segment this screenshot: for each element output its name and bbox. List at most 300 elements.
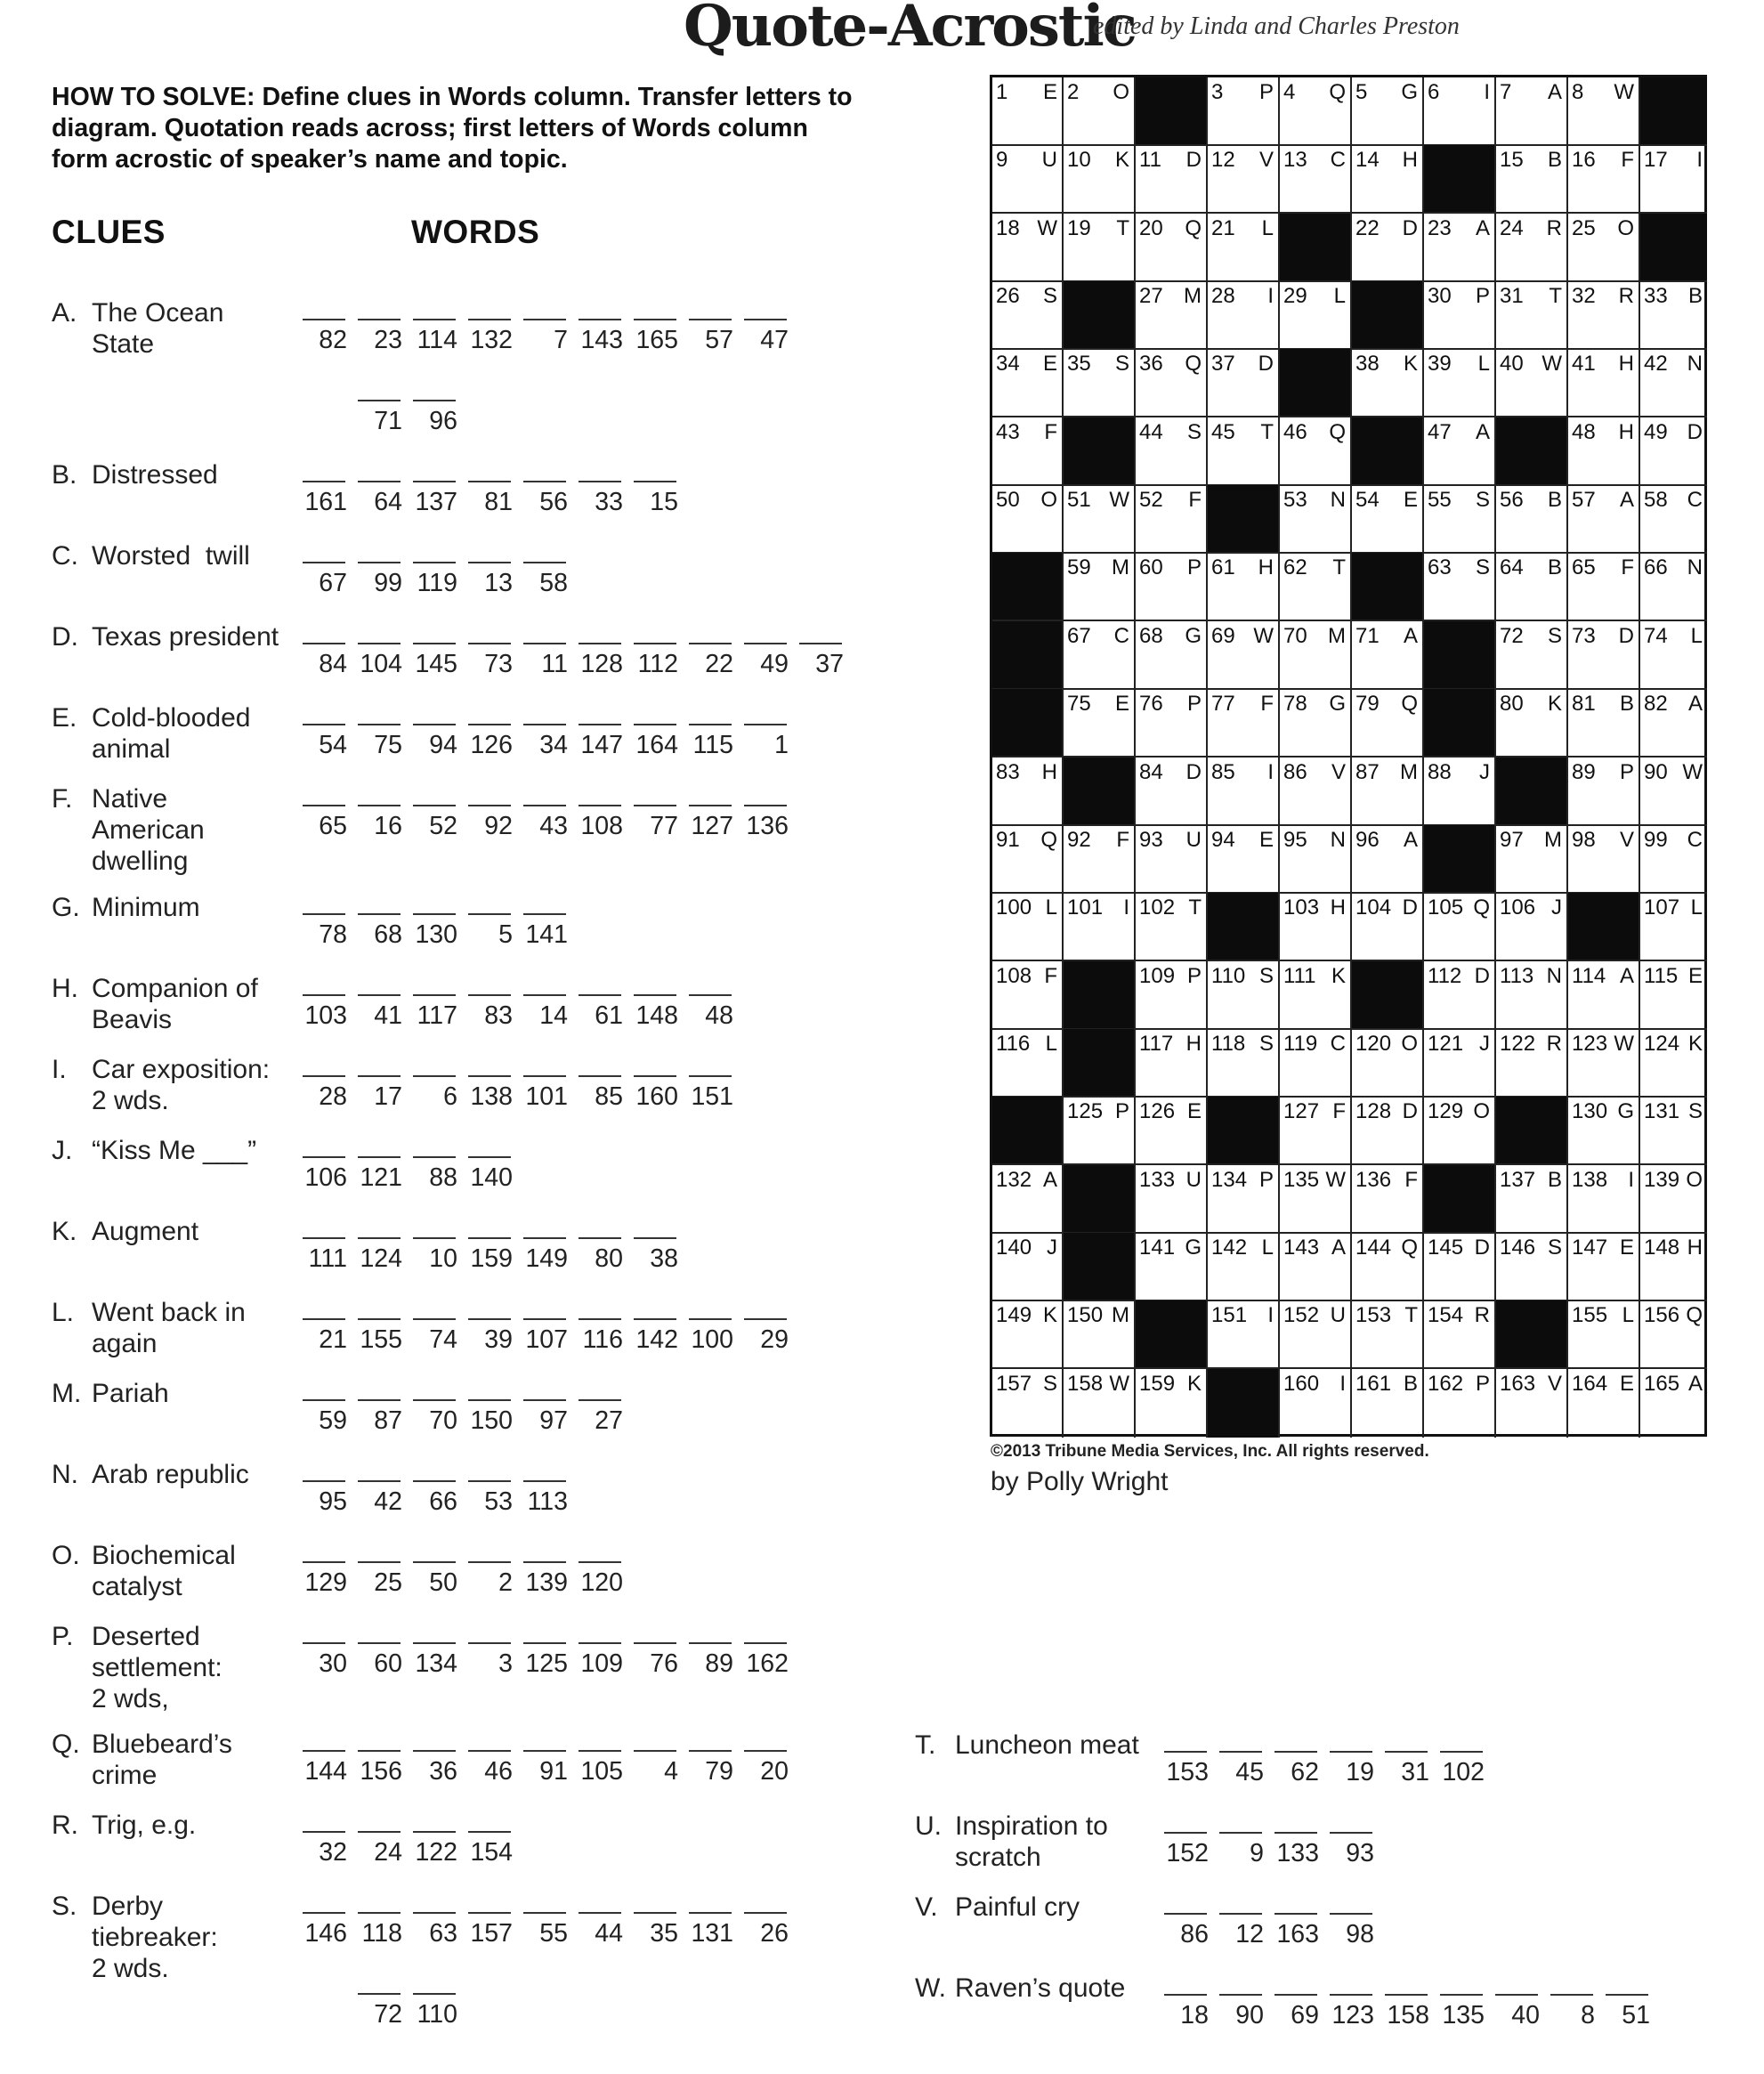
grid-cell[interactable] xyxy=(1424,417,1496,486)
answer-slot[interactable] xyxy=(356,1919,402,1948)
grid-cell[interactable] xyxy=(1496,553,1568,621)
grid-cell[interactable] xyxy=(1064,553,1136,621)
answer-slot[interactable] xyxy=(522,920,568,950)
answer-slot[interactable] xyxy=(687,650,733,679)
grid-cell[interactable] xyxy=(1208,417,1280,486)
answer-slot[interactable] xyxy=(522,569,568,598)
answer-slot[interactable] xyxy=(1273,1758,1319,1787)
answer-slot[interactable] xyxy=(742,1919,789,1948)
grid-cell[interactable] xyxy=(1064,485,1136,554)
grid-cell[interactable] xyxy=(1208,1029,1280,1098)
grid-cell[interactable] xyxy=(1064,825,1136,894)
answer-slot[interactable] xyxy=(632,488,678,517)
answer-slot[interactable] xyxy=(742,1757,789,1786)
grid-cell[interactable] xyxy=(1496,145,1568,214)
answer-slot[interactable] xyxy=(687,1649,733,1679)
grid-cell[interactable] xyxy=(1352,1300,1424,1369)
grid-cell[interactable] xyxy=(1280,825,1352,894)
answer-slot[interactable] xyxy=(522,1406,568,1436)
grid-cell[interactable] xyxy=(1640,961,1707,1030)
answer-slot[interactable] xyxy=(1273,1839,1319,1868)
answer-slot[interactable] xyxy=(522,812,568,841)
answer-slot[interactable] xyxy=(356,407,402,436)
answer-slot[interactable] xyxy=(301,812,347,841)
grid-cell[interactable] xyxy=(1280,281,1352,350)
grid-cell[interactable] xyxy=(1064,1369,1136,1438)
grid-cell[interactable] xyxy=(1640,485,1707,554)
answer-slot[interactable] xyxy=(411,2000,457,2029)
grid-cell[interactable] xyxy=(1568,1165,1640,1234)
answer-slot[interactable] xyxy=(1328,1758,1374,1787)
grid-cell[interactable] xyxy=(1568,961,1640,1030)
answer-slot[interactable] xyxy=(632,650,678,679)
grid-cell[interactable] xyxy=(992,893,1064,961)
answer-slot[interactable] xyxy=(356,1325,402,1355)
grid-cell[interactable] xyxy=(1496,485,1568,554)
answer-slot[interactable] xyxy=(632,812,678,841)
answer-slot[interactable] xyxy=(356,1757,402,1786)
answer-slot[interactable] xyxy=(1162,2001,1209,2030)
answer-slot[interactable] xyxy=(577,1325,623,1355)
answer-slot[interactable] xyxy=(356,1001,402,1031)
answer-slot[interactable] xyxy=(1218,1758,1264,1787)
grid-cell[interactable] xyxy=(1208,825,1280,894)
grid-cell[interactable] xyxy=(1280,757,1352,826)
answer-slot[interactable] xyxy=(632,1325,678,1355)
grid-cell[interactable] xyxy=(992,757,1064,826)
grid-cell[interactable] xyxy=(1280,1165,1352,1234)
grid-cell[interactable] xyxy=(1352,77,1424,146)
grid-cell[interactable] xyxy=(1208,1233,1280,1301)
grid-cell[interactable] xyxy=(1568,621,1640,690)
grid-cell[interactable] xyxy=(1136,757,1208,826)
answer-slot[interactable] xyxy=(687,1082,733,1112)
grid-cell[interactable] xyxy=(1280,553,1352,621)
answer-slot[interactable] xyxy=(522,1568,568,1598)
grid-cell[interactable] xyxy=(1064,893,1136,961)
answer-slot[interactable] xyxy=(411,1163,457,1193)
answer-slot[interactable] xyxy=(411,1568,457,1598)
answer-slot[interactable] xyxy=(356,1244,402,1274)
answer-slot[interactable] xyxy=(522,326,568,355)
answer-slot[interactable] xyxy=(411,488,457,517)
grid-cell[interactable] xyxy=(1424,77,1496,146)
answer-slot[interactable] xyxy=(466,731,513,760)
answer-slot[interactable] xyxy=(577,650,623,679)
grid-cell[interactable] xyxy=(1208,553,1280,621)
answer-slot[interactable] xyxy=(522,1649,568,1679)
answer-slot[interactable] xyxy=(522,650,568,679)
grid-cell[interactable] xyxy=(1496,961,1568,1030)
answer-slot[interactable] xyxy=(411,1838,457,1867)
answer-slot[interactable] xyxy=(1273,2001,1319,2030)
answer-slot[interactable] xyxy=(577,1757,623,1786)
grid-cell[interactable] xyxy=(1424,485,1496,554)
grid-cell[interactable] xyxy=(1496,281,1568,350)
grid-cell[interactable] xyxy=(1208,1300,1280,1369)
grid-cell[interactable] xyxy=(1568,1369,1640,1438)
answer-slot[interactable] xyxy=(356,920,402,950)
grid-cell[interactable] xyxy=(1064,1097,1136,1165)
grid-cell[interactable] xyxy=(1640,621,1707,690)
answer-slot[interactable] xyxy=(301,1838,347,1867)
answer-slot[interactable] xyxy=(687,1757,733,1786)
answer-slot[interactable] xyxy=(1328,1839,1374,1868)
grid-cell[interactable] xyxy=(1568,689,1640,757)
answer-slot[interactable] xyxy=(356,650,402,679)
answer-slot[interactable] xyxy=(356,569,402,598)
grid-cell[interactable] xyxy=(1208,281,1280,350)
grid-cell[interactable] xyxy=(1352,621,1424,690)
grid-cell[interactable] xyxy=(992,1369,1064,1438)
grid-cell[interactable] xyxy=(1568,757,1640,826)
answer-slot[interactable] xyxy=(577,1568,623,1598)
grid-cell[interactable] xyxy=(992,485,1064,554)
grid-cell[interactable] xyxy=(992,825,1064,894)
answer-slot[interactable] xyxy=(522,1487,568,1517)
answer-slot[interactable] xyxy=(1493,2001,1540,2030)
answer-slot[interactable] xyxy=(577,1244,623,1274)
answer-slot[interactable] xyxy=(1162,1839,1209,1868)
grid-cell[interactable] xyxy=(1280,1233,1352,1301)
grid-cell[interactable] xyxy=(1208,757,1280,826)
answer-slot[interactable] xyxy=(466,650,513,679)
grid-cell[interactable] xyxy=(1280,145,1352,214)
answer-slot[interactable] xyxy=(577,326,623,355)
grid-cell[interactable] xyxy=(1424,281,1496,350)
answer-slot[interactable] xyxy=(1162,1920,1209,1949)
answer-slot[interactable] xyxy=(632,1757,678,1786)
grid-cell[interactable] xyxy=(1496,825,1568,894)
grid-cell[interactable] xyxy=(1136,689,1208,757)
answer-slot[interactable] xyxy=(466,1244,513,1274)
grid-cell[interactable] xyxy=(1208,961,1280,1030)
answer-slot[interactable] xyxy=(301,326,347,355)
grid-cell[interactable] xyxy=(1424,349,1496,417)
grid-cell[interactable] xyxy=(1280,77,1352,146)
grid-cell[interactable] xyxy=(1352,1369,1424,1438)
grid-cell[interactable] xyxy=(992,1300,1064,1369)
grid-cell[interactable] xyxy=(1280,893,1352,961)
grid-cell[interactable] xyxy=(1136,825,1208,894)
grid-cell[interactable] xyxy=(1496,1165,1568,1234)
answer-slot[interactable] xyxy=(301,1406,347,1436)
answer-slot[interactable] xyxy=(632,326,678,355)
grid-cell[interactable] xyxy=(1568,1300,1640,1369)
grid-cell[interactable] xyxy=(1208,214,1280,282)
answer-slot[interactable] xyxy=(411,812,457,841)
grid-cell[interactable] xyxy=(1568,485,1640,554)
grid-cell[interactable] xyxy=(1568,145,1640,214)
grid-cell[interactable] xyxy=(1424,961,1496,1030)
grid-cell[interactable] xyxy=(1064,145,1136,214)
grid-cell[interactable] xyxy=(1064,349,1136,417)
grid-cell[interactable] xyxy=(1568,1029,1640,1098)
grid-cell[interactable] xyxy=(1640,145,1707,214)
grid-cell[interactable] xyxy=(992,349,1064,417)
answer-slot[interactable] xyxy=(1604,2001,1650,2030)
answer-slot[interactable] xyxy=(687,1001,733,1031)
grid-cell[interactable] xyxy=(1496,77,1568,146)
answer-slot[interactable] xyxy=(301,1163,347,1193)
grid-cell[interactable] xyxy=(1136,1369,1208,1438)
answer-slot[interactable] xyxy=(466,1406,513,1436)
grid-cell[interactable] xyxy=(1568,281,1640,350)
answer-slot[interactable] xyxy=(466,1325,513,1355)
grid-cell[interactable] xyxy=(1496,1233,1568,1301)
answer-slot[interactable] xyxy=(466,326,513,355)
answer-slot[interactable] xyxy=(466,488,513,517)
grid-cell[interactable] xyxy=(1496,1369,1568,1438)
answer-slot[interactable] xyxy=(411,1001,457,1031)
answer-slot[interactable] xyxy=(1162,1758,1209,1787)
answer-slot[interactable] xyxy=(632,1244,678,1274)
grid-cell[interactable] xyxy=(1280,1097,1352,1165)
grid-cell[interactable] xyxy=(1352,757,1424,826)
grid-cell[interactable] xyxy=(992,77,1064,146)
answer-slot[interactable] xyxy=(522,1001,568,1031)
answer-slot[interactable] xyxy=(356,1487,402,1517)
grid-cell[interactable] xyxy=(1136,145,1208,214)
grid-cell[interactable] xyxy=(1352,349,1424,417)
grid-cell[interactable] xyxy=(1352,145,1424,214)
answer-slot[interactable] xyxy=(411,1649,457,1679)
grid-cell[interactable] xyxy=(992,1165,1064,1234)
grid-cell[interactable] xyxy=(1640,281,1707,350)
grid-cell[interactable] xyxy=(1568,77,1640,146)
grid-cell[interactable] xyxy=(1568,1233,1640,1301)
answer-slot[interactable] xyxy=(466,1082,513,1112)
answer-slot[interactable] xyxy=(687,731,733,760)
grid-cell[interactable] xyxy=(1352,1165,1424,1234)
grid-cell[interactable] xyxy=(1496,214,1568,282)
answer-slot[interactable] xyxy=(687,326,733,355)
grid-cell[interactable] xyxy=(1136,961,1208,1030)
answer-slot[interactable] xyxy=(687,812,733,841)
answer-slot[interactable] xyxy=(1273,1920,1319,1949)
answer-slot[interactable] xyxy=(411,569,457,598)
grid-cell[interactable] xyxy=(1496,893,1568,961)
answer-slot[interactable] xyxy=(742,326,789,355)
answer-slot[interactable] xyxy=(1328,1920,1374,1949)
answer-slot[interactable] xyxy=(522,1082,568,1112)
answer-slot[interactable] xyxy=(632,1082,678,1112)
grid-cell[interactable] xyxy=(1352,214,1424,282)
answer-slot[interactable] xyxy=(1383,2001,1429,2030)
grid-cell[interactable] xyxy=(1496,621,1568,690)
answer-slot[interactable] xyxy=(301,1649,347,1679)
answer-slot[interactable] xyxy=(466,812,513,841)
answer-slot[interactable] xyxy=(301,1757,347,1786)
grid-cell[interactable] xyxy=(1496,689,1568,757)
grid-cell[interactable] xyxy=(1424,1233,1496,1301)
answer-slot[interactable] xyxy=(356,1568,402,1598)
answer-slot[interactable] xyxy=(797,650,844,679)
grid-cell[interactable] xyxy=(1208,621,1280,690)
grid-cell[interactable] xyxy=(1136,621,1208,690)
answer-slot[interactable] xyxy=(1328,2001,1374,2030)
answer-slot[interactable] xyxy=(466,1568,513,1598)
grid-cell[interactable] xyxy=(1280,621,1352,690)
answer-slot[interactable] xyxy=(301,1919,347,1948)
answer-slot[interactable] xyxy=(356,326,402,355)
answer-slot[interactable] xyxy=(466,569,513,598)
answer-slot[interactable] xyxy=(1438,2001,1485,2030)
answer-slot[interactable] xyxy=(356,731,402,760)
answer-slot[interactable] xyxy=(411,326,457,355)
answer-slot[interactable] xyxy=(687,1325,733,1355)
grid-cell[interactable] xyxy=(1568,1097,1640,1165)
answer-slot[interactable] xyxy=(411,1244,457,1274)
grid-cell[interactable] xyxy=(1136,1097,1208,1165)
grid-cell[interactable] xyxy=(1280,1029,1352,1098)
grid-cell[interactable] xyxy=(1640,1165,1707,1234)
grid-cell[interactable] xyxy=(1424,553,1496,621)
grid-cell[interactable] xyxy=(1208,77,1280,146)
answer-slot[interactable] xyxy=(577,1082,623,1112)
grid-cell[interactable] xyxy=(1352,1097,1424,1165)
grid-cell[interactable] xyxy=(1424,1369,1496,1438)
answer-slot[interactable] xyxy=(356,488,402,517)
grid-cell[interactable] xyxy=(1064,77,1136,146)
grid-cell[interactable] xyxy=(1352,485,1424,554)
answer-slot[interactable] xyxy=(356,812,402,841)
grid-cell[interactable] xyxy=(1352,893,1424,961)
grid-cell[interactable] xyxy=(1064,214,1136,282)
grid-cell[interactable] xyxy=(1352,689,1424,757)
grid-cell[interactable] xyxy=(1208,145,1280,214)
grid-cell[interactable] xyxy=(992,214,1064,282)
answer-slot[interactable] xyxy=(577,1649,623,1679)
grid-cell[interactable] xyxy=(992,417,1064,486)
grid-cell[interactable] xyxy=(1424,1097,1496,1165)
answer-slot[interactable] xyxy=(577,1001,623,1031)
answer-slot[interactable] xyxy=(411,650,457,679)
answer-slot[interactable] xyxy=(301,650,347,679)
answer-slot[interactable] xyxy=(411,1919,457,1948)
grid-cell[interactable] xyxy=(1352,1233,1424,1301)
answer-slot[interactable] xyxy=(742,731,789,760)
grid-cell[interactable] xyxy=(1640,417,1707,486)
answer-slot[interactable] xyxy=(1383,1758,1429,1787)
answer-slot[interactable] xyxy=(411,1406,457,1436)
answer-slot[interactable] xyxy=(742,1325,789,1355)
answer-slot[interactable] xyxy=(301,1325,347,1355)
answer-slot[interactable] xyxy=(522,488,568,517)
answer-slot[interactable] xyxy=(1218,1920,1264,1949)
answer-slot[interactable] xyxy=(411,407,457,436)
answer-slot[interactable] xyxy=(356,1406,402,1436)
answer-slot[interactable] xyxy=(522,1325,568,1355)
answer-slot[interactable] xyxy=(466,1001,513,1031)
answer-slot[interactable] xyxy=(466,1919,513,1948)
grid-cell[interactable] xyxy=(1352,1029,1424,1098)
answer-slot[interactable] xyxy=(522,1244,568,1274)
answer-slot[interactable] xyxy=(522,1757,568,1786)
grid-cell[interactable] xyxy=(1280,485,1352,554)
answer-slot[interactable] xyxy=(577,1919,623,1948)
grid-cell[interactable] xyxy=(1136,485,1208,554)
answer-slot[interactable] xyxy=(356,1163,402,1193)
grid-cell[interactable] xyxy=(1496,349,1568,417)
grid-cell[interactable] xyxy=(1424,1300,1496,1369)
grid-cell[interactable] xyxy=(1136,553,1208,621)
answer-slot[interactable] xyxy=(466,1649,513,1679)
grid-cell[interactable] xyxy=(1424,214,1496,282)
answer-slot[interactable] xyxy=(466,1838,513,1867)
answer-slot[interactable] xyxy=(577,812,623,841)
answer-slot[interactable] xyxy=(577,1406,623,1436)
grid-cell[interactable] xyxy=(1064,621,1136,690)
grid-cell[interactable] xyxy=(992,1233,1064,1301)
answer-slot[interactable] xyxy=(411,1757,457,1786)
answer-slot[interactable] xyxy=(1549,2001,1595,2030)
grid-cell[interactable] xyxy=(1352,825,1424,894)
answer-slot[interactable] xyxy=(522,731,568,760)
answer-slot[interactable] xyxy=(577,488,623,517)
answer-slot[interactable] xyxy=(632,731,678,760)
grid-cell[interactable] xyxy=(1640,1300,1707,1369)
grid-cell[interactable] xyxy=(1280,417,1352,486)
answer-slot[interactable] xyxy=(411,920,457,950)
grid-cell[interactable] xyxy=(1208,689,1280,757)
grid-cell[interactable] xyxy=(992,145,1064,214)
answer-slot[interactable] xyxy=(411,1487,457,1517)
answer-slot[interactable] xyxy=(301,731,347,760)
grid-cell[interactable] xyxy=(1424,757,1496,826)
answer-slot[interactable] xyxy=(632,1649,678,1679)
grid-cell[interactable] xyxy=(1640,1369,1707,1438)
grid-cell[interactable] xyxy=(1136,214,1208,282)
grid-cell[interactable] xyxy=(1640,757,1707,826)
grid-cell[interactable] xyxy=(1136,1233,1208,1301)
grid-cell[interactable] xyxy=(1640,553,1707,621)
answer-slot[interactable] xyxy=(742,1649,789,1679)
grid-cell[interactable] xyxy=(1568,825,1640,894)
grid-cell[interactable] xyxy=(1280,1300,1352,1369)
answer-slot[interactable] xyxy=(466,920,513,950)
answer-slot[interactable] xyxy=(1218,2001,1264,2030)
answer-slot[interactable] xyxy=(356,2000,402,2029)
answer-slot[interactable] xyxy=(411,731,457,760)
answer-slot[interactable] xyxy=(356,1649,402,1679)
answer-slot[interactable] xyxy=(301,569,347,598)
grid-cell[interactable] xyxy=(1424,893,1496,961)
answer-slot[interactable] xyxy=(301,1001,347,1031)
grid-cell[interactable] xyxy=(1640,349,1707,417)
grid-cell[interactable] xyxy=(1424,1029,1496,1098)
grid-cell[interactable] xyxy=(1136,417,1208,486)
grid-cell[interactable] xyxy=(1568,349,1640,417)
grid-cell[interactable] xyxy=(1136,349,1208,417)
answer-slot[interactable] xyxy=(1218,1839,1264,1868)
grid-cell[interactable] xyxy=(1640,1029,1707,1098)
grid-cell[interactable] xyxy=(1280,1369,1352,1438)
answer-slot[interactable] xyxy=(356,1838,402,1867)
grid-cell[interactable] xyxy=(1208,1165,1280,1234)
grid-cell[interactable] xyxy=(992,961,1064,1030)
answer-slot[interactable] xyxy=(301,1244,347,1274)
answer-slot[interactable] xyxy=(301,1568,347,1598)
grid-cell[interactable] xyxy=(1136,1165,1208,1234)
grid-cell[interactable] xyxy=(992,1029,1064,1098)
grid-cell[interactable] xyxy=(1064,1300,1136,1369)
answer-slot[interactable] xyxy=(632,1919,678,1948)
answer-slot[interactable] xyxy=(577,731,623,760)
answer-slot[interactable] xyxy=(742,812,789,841)
answer-slot[interactable] xyxy=(356,1082,402,1112)
grid-cell[interactable] xyxy=(1640,1233,1707,1301)
